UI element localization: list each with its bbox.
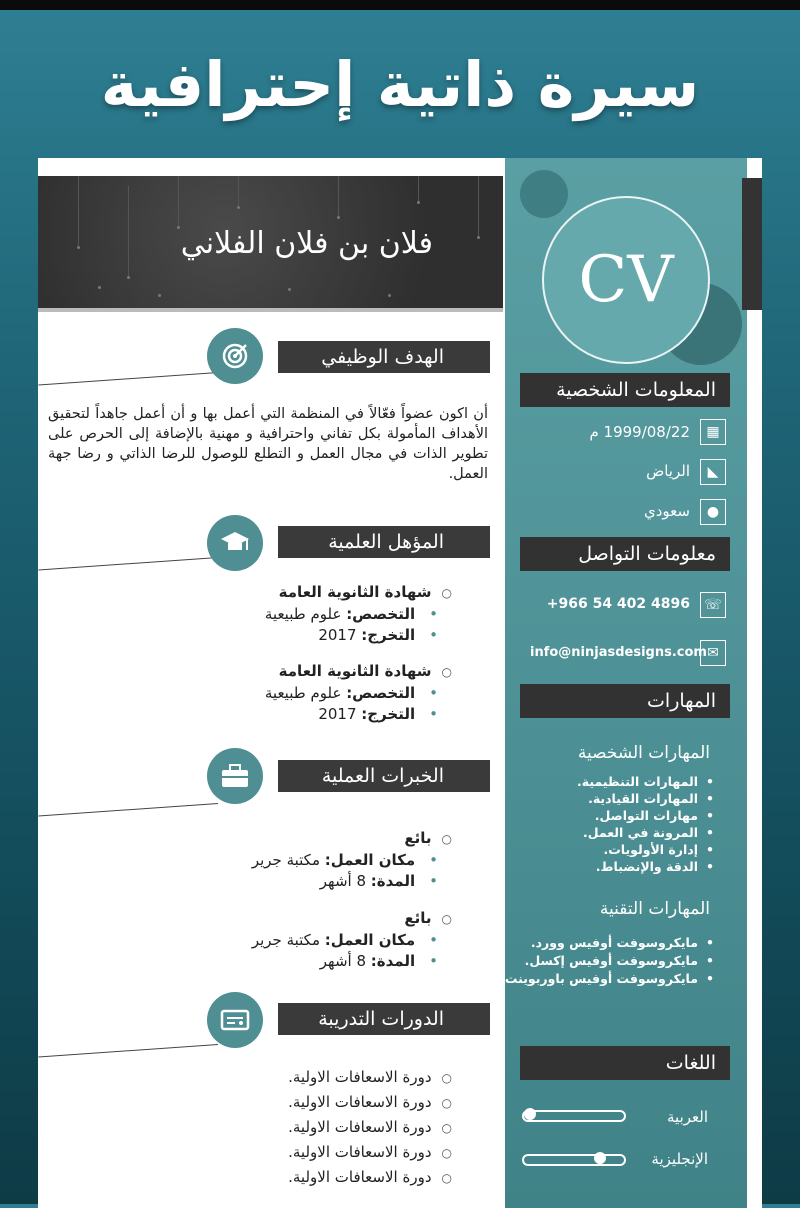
slider-knob bbox=[594, 1152, 606, 1164]
skill-item: • المرونة في العمل. bbox=[520, 825, 714, 840]
experience-heading: الخبرات العملية bbox=[278, 760, 490, 792]
major-value: علوم طبيعية bbox=[264, 684, 342, 702]
place-label: مكان العمل: bbox=[324, 931, 416, 949]
duration-label: المدة: bbox=[370, 952, 416, 970]
education-heading: المؤهل العلمية bbox=[278, 526, 490, 558]
course-item: ○ دورة الاسعافات الاولية. bbox=[288, 1068, 452, 1086]
nationality: سعودي bbox=[644, 502, 690, 520]
top-bar bbox=[0, 0, 800, 10]
email[interactable]: info@ninjasdesigns.com bbox=[530, 645, 707, 660]
major-value: علوم طبيعية bbox=[264, 605, 342, 623]
skill-item: • مايكروسوفت أوفيس وورد. bbox=[520, 935, 714, 950]
objective-text: أن اكون عضواً فعّالاً في المنظمة التي أعمل بها و أن أعمل جاهداً لتحقيق الأهداف المأمولة بكل تفاني واحترافية و مهنية بالإضافة إلى الحرص على تطوير الذات في مجال العمل و التطلع للوصول للرضا الذاتي و رضا جهة العمل. bbox=[48, 406, 488, 482]
course-item: ○ دورة الاسعافات الاولية. bbox=[288, 1118, 452, 1136]
place-value: مكتبة جرير bbox=[251, 931, 320, 949]
course-item: ○ دورة الاسعافات الاولية. bbox=[288, 1143, 452, 1161]
cv-badge bbox=[542, 196, 710, 364]
language-level-slider bbox=[522, 1110, 626, 1122]
phone-icon: ☏ bbox=[700, 592, 726, 618]
experience-place bbox=[252, 931, 438, 949]
language-label: الإنجليزية bbox=[651, 1150, 708, 1168]
languages-heading: اللغات bbox=[520, 1046, 730, 1080]
calendar-icon: ▦ bbox=[700, 419, 726, 445]
experience-duration bbox=[320, 872, 438, 890]
grad-value: 2017 bbox=[318, 705, 357, 723]
cv-badge-text: CV bbox=[578, 243, 674, 317]
page-title: سيرة ذاتية إحترافية bbox=[100, 48, 700, 121]
course-item: ○ دورة الاسعافات الاولية. bbox=[288, 1168, 452, 1186]
name-underline bbox=[38, 308, 503, 312]
user-icon: ● bbox=[700, 499, 726, 525]
place-value: مكتبة جرير bbox=[251, 851, 320, 869]
email-icon: ✉ bbox=[700, 640, 726, 666]
personal-info-heading: المعلومات الشخصية bbox=[520, 373, 730, 407]
skill-item: • مايكروسوفت أوفيس باوربوينت. bbox=[520, 971, 714, 986]
city: الرياض bbox=[646, 462, 690, 480]
graduation-icon bbox=[207, 515, 263, 571]
course-item: ○ دورة الاسعافات الاولية. bbox=[288, 1093, 452, 1111]
duration-value: 8 أشهر bbox=[319, 952, 366, 970]
grad-label: التخرج: bbox=[361, 705, 416, 723]
skill-item: • المهارات القيادية. bbox=[520, 791, 714, 806]
experience-place bbox=[252, 851, 438, 869]
skills-heading: المهارات bbox=[520, 684, 730, 718]
slider-knob bbox=[524, 1108, 536, 1120]
experience-entry-title: ○ بائع bbox=[404, 909, 452, 927]
experience-duration bbox=[320, 952, 438, 970]
objective-heading: الهدف الوظيفي bbox=[278, 341, 490, 373]
grad-value: 2017 bbox=[318, 626, 357, 644]
decor-circle-small bbox=[520, 170, 568, 218]
courses-heading: الدورات التدريبة bbox=[278, 1003, 490, 1035]
duration-value: 8 أشهر bbox=[319, 872, 366, 890]
personal-skills-heading: المهارات الشخصية bbox=[577, 743, 710, 763]
skill-item: • مايكروسوفت أوفيس إكسل. bbox=[520, 953, 714, 968]
duration-label: المدة: bbox=[370, 872, 416, 890]
experience-entry-title: ○ بائع bbox=[404, 829, 452, 847]
education-major bbox=[265, 605, 438, 623]
candidate-name: فلان بن فلان الفلاني bbox=[180, 226, 433, 261]
side-stripe bbox=[742, 178, 762, 310]
target-icon bbox=[207, 328, 263, 384]
major-label: التخصص: bbox=[346, 684, 416, 702]
briefcase-icon bbox=[207, 748, 263, 804]
skill-item: • مهارات التواصل. bbox=[520, 808, 714, 823]
skill-item: • الدقة والإنضباط. bbox=[520, 859, 714, 874]
education-entry-title: ○ شهادة الثانوية العامة bbox=[279, 662, 452, 680]
contact-heading: معلومات التواصل bbox=[520, 537, 730, 571]
language-label: العربية bbox=[667, 1108, 708, 1126]
place-label: مكان العمل: bbox=[324, 851, 416, 869]
major-label: التخصص: bbox=[346, 605, 416, 623]
birthdate: 1999/08/22 م bbox=[589, 423, 690, 441]
map-icon: ◣ bbox=[700, 459, 726, 485]
education-entry-title: ○ شهادة الثانوية العامة bbox=[279, 583, 452, 601]
certificate-icon bbox=[207, 992, 263, 1048]
technical-skills-heading: المهارات التقنية bbox=[599, 899, 710, 919]
grad-label: التخرج: bbox=[361, 626, 416, 644]
skill-item: • إدارة الأولويات. bbox=[520, 842, 714, 857]
skill-item: • المهارات التنظيمية. bbox=[520, 774, 714, 789]
education-major bbox=[265, 684, 438, 702]
education-grad bbox=[318, 705, 438, 723]
phone[interactable]: +966 54 402 4896 bbox=[546, 596, 690, 612]
education-grad bbox=[318, 626, 438, 644]
language-level-slider bbox=[522, 1154, 626, 1166]
